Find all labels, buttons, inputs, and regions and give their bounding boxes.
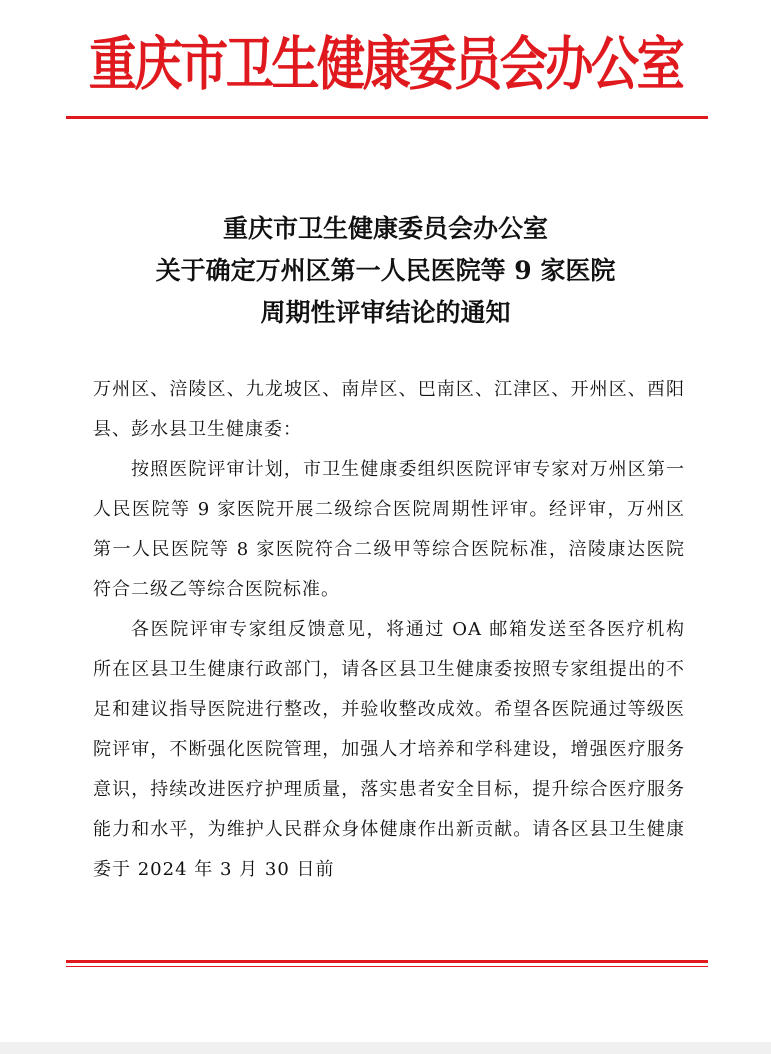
letterhead-org-name: 重庆市卫生健康委员会办公室 [88, 30, 683, 98]
body-paragraph-2: 各医院评审专家组反馈意见，将通过 OA 邮箱发送至各医疗机构所在区县卫生健康行政部门，请各区县卫生健康委按照专家组提出的不足和建议指导医院进行整改，并验收整改成效。希望各医院通过等级医院评审，不断强化医院管理，加强人才培养和学科建设，增强医疗服务意识，持续改进医疗护理质量，落实患者安全目标，提升综合医疗服务能力和水平，为维护人民群众身体健康作出新贡献。请各区县卫生健康委于 2024 年 3 月 30 日前 [93, 619, 685, 880]
footer-red-rule-thin [66, 966, 708, 967]
title-line-1: 重庆市卫生健康委员会办公室 [222, 214, 548, 243]
body-paragraph-1: 按照医院评审计划，市卫生健康委组织医院评审专家对万州区第一人民医院等 9 家医院开展二级综合医院周期性评审。经评审，万州区第一人民医院等 8 家医院符合二级甲等综合医院标准，涪陵康达医院符合二级乙等综合医院标准。 [93, 459, 685, 600]
recipients-line: 万州区、涪陵区、九龙坡区、南岸区、巴南区、江津区、开州区、酉阳县、彭水县卫生健康委： [93, 379, 685, 440]
page-bottom-strip [0, 1042, 771, 1054]
letterhead-red-rule [66, 116, 708, 119]
footer-red-rule-thick [66, 960, 708, 963]
document-title [0, 208, 771, 334]
document-body [93, 370, 685, 890]
title-line-2: 关于确定万州区第一人民医院等 9 家医院 [155, 256, 616, 285]
title-line-3: 周期性评审结论的通知 [260, 298, 511, 327]
